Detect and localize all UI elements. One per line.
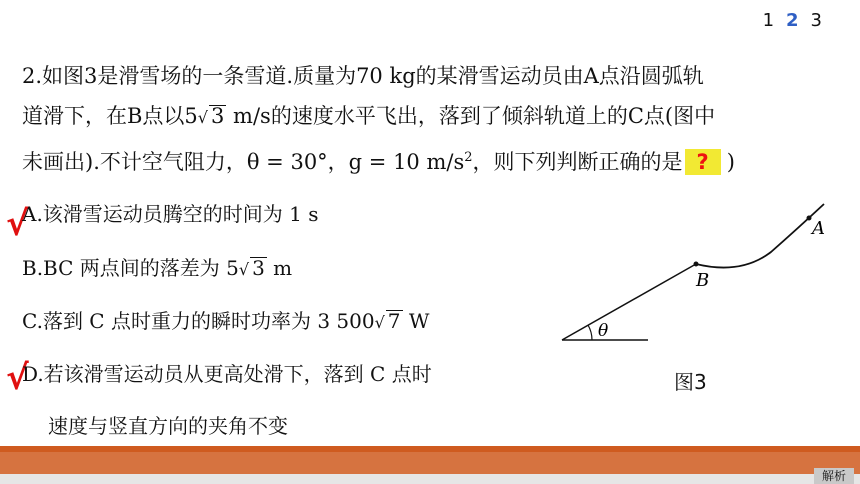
analysis-button[interactable]: 解析: [814, 468, 854, 484]
page-link-2[interactable]: 2: [786, 10, 799, 31]
figure-slope-diagram: [556, 200, 846, 350]
option-c-a: C.落到 C 点时重力的瞬时功率为 3 500: [22, 309, 375, 333]
option-d-line-2: 速度与竖直方向的夹角不变: [48, 414, 288, 438]
sqrt-value: 3: [252, 256, 265, 280]
question-line-3: [22, 138, 842, 182]
page-nav: [763, 10, 822, 31]
option-c: [22, 305, 429, 334]
check-mark-a: √: [6, 204, 29, 244]
figure-label-a: A: [812, 218, 825, 239]
question-line-2: [22, 96, 842, 138]
footer-bar: [0, 452, 860, 474]
option-d-line-1: D.若该滑雪运动员从更高处滑下，落到 C 点时: [22, 362, 432, 386]
question-line-3-b: ，则下列判断正确的是: [472, 150, 683, 174]
question-line-2-a: 道滑下，在B点以5: [22, 104, 198, 128]
figure-caption: 图3: [674, 370, 707, 394]
sqrt-sign: √: [238, 260, 250, 279]
option-c-b: W: [402, 309, 430, 333]
question-line-3-end: ): [726, 150, 735, 174]
question-line-2-b: m/s的速度水平飞出，落到了倾斜轨道上的C点(图中: [226, 104, 716, 128]
answer-reveal-button[interactable]: ?: [685, 149, 721, 175]
check-mark-d: √: [6, 358, 29, 398]
sqrt-sign: √: [197, 108, 208, 127]
page-link-3[interactable]: 3: [810, 10, 822, 31]
sqrt-value: 3: [211, 104, 225, 128]
figure-label-b: B: [696, 270, 710, 291]
question-line-3-a: 未画出).不计空气阻力，θ = 30°，g = 10 m/s: [22, 150, 465, 174]
option-b-a: B.BC 两点间的落差为 5: [22, 256, 239, 280]
question-line-1: 2.如图3是滑雪场的一条雪道.质量为70 kg的某滑雪运动员由A点沿圆弧轨: [22, 64, 704, 88]
page-link-1[interactable]: 1: [762, 10, 775, 31]
footer-strip: [0, 474, 860, 484]
figure-angle-label: θ: [598, 321, 609, 341]
option-b-b: m: [266, 256, 293, 280]
sqrt-value: 7: [387, 309, 401, 333]
option-a: A.该滑雪运动员腾空的时间为 1 s: [22, 202, 319, 226]
superscript: 2: [464, 150, 473, 165]
sqrt-sign: √: [374, 313, 385, 332]
question-text: [22, 56, 842, 182]
option-b: [22, 252, 292, 281]
